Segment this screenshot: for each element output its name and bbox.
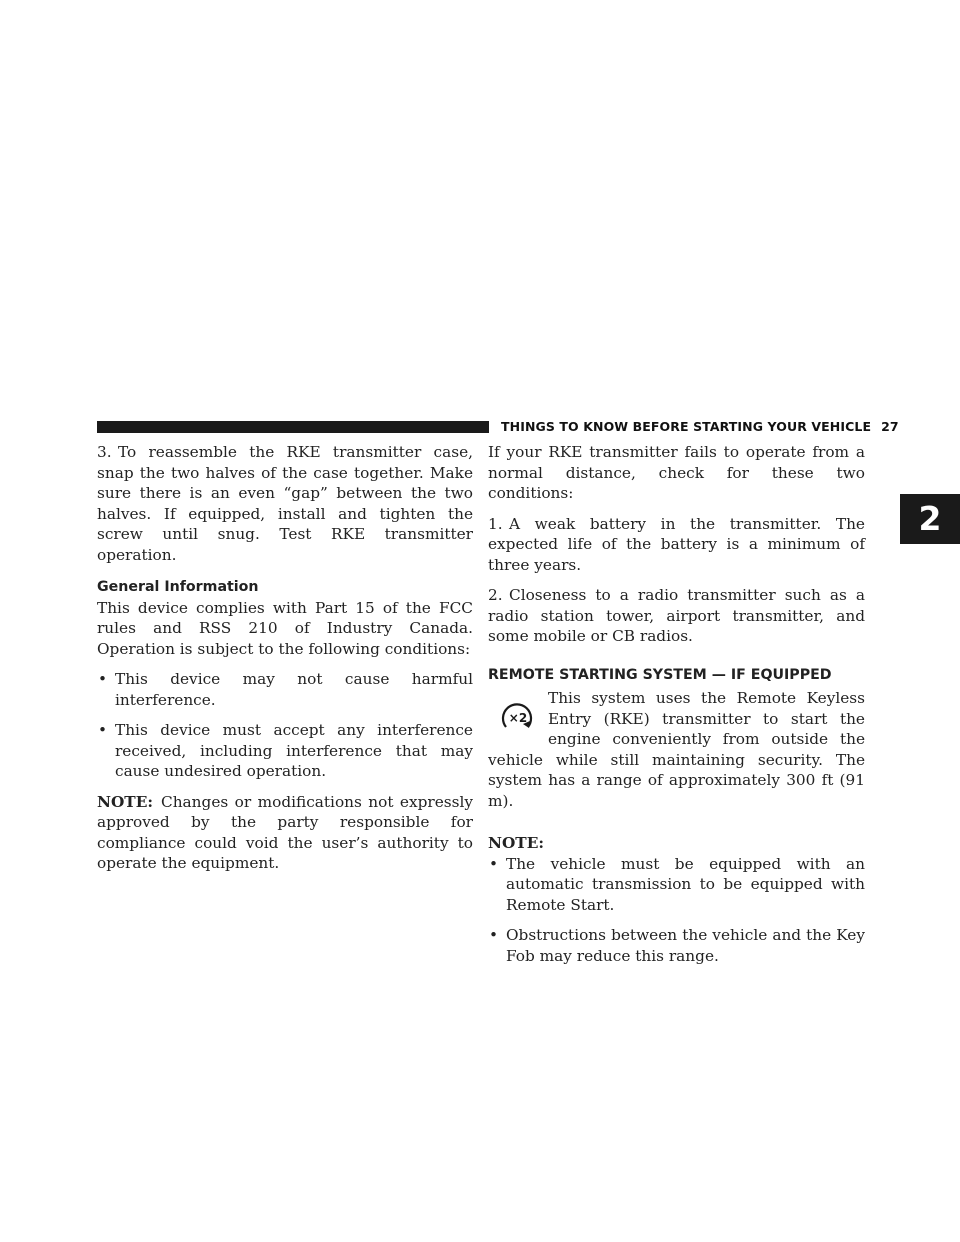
note-paragraph — [97, 792, 473, 874]
note-heading: NOTE: — [488, 834, 544, 852]
curved-arrow-icon — [498, 701, 538, 735]
condition-text: A weak battery in the transmitter. The expected life of the battery is a minimum of three years. — [488, 514, 865, 574]
header-rule — [97, 421, 489, 433]
list-item-text: Obstructions between the vehicle and the Key Fob may reduce this range. — [506, 926, 865, 965]
step-text: To reassemble the RKE transmitter case, snap the two halves of the case together. Make sure there is an even “gap” between the two halves. If equipped, install and tighten the screw until snug. Test RKE transmitter operation. — [97, 443, 473, 564]
condition-text: Closeness to a radio transmitter such as a radio station tower, airport transmitter, and some mobile or CB radios. — [488, 586, 865, 645]
note-text: Changes or modifications not expressly approved by the party responsible for compliance could void the user’s authority to operate the equipment. — [97, 792, 473, 872]
condition-2 — [488, 585, 865, 647]
troubleshoot-intro: If your RKE transmitter fails to operate from a normal distance, check for these two conditions: — [488, 443, 865, 502]
list-item-text: This device must accept any interference received, including interference that may cause undesired operation. — [115, 721, 473, 780]
step-3-paragraph — [97, 442, 473, 565]
remote-start-heading: REMOTE STARTING SYSTEM — IF EQUIPPED — [488, 666, 832, 683]
remote-start-block — [488, 688, 865, 821]
step-number: 3. — [97, 443, 112, 461]
condition-number: 1. — [488, 514, 503, 533]
general-information-heading: General Information — [97, 579, 259, 595]
bullet-glyph: • — [489, 854, 499, 873]
general-information-paragraph: This device complies with Part 15 of the FCC rules and RSS 210 of Industry Canada. Operation is subject to the following conditions: — [97, 598, 473, 658]
list-item-text: This device may not cause harmful interference. — [115, 670, 473, 709]
list-item — [488, 854, 865, 916]
bullet-glyph: • — [489, 926, 499, 944]
condition-1 — [488, 514, 865, 576]
list-item-text: The vehicle must be equipped with an automatic transmission to be equipped with Remote Start. — [506, 854, 865, 914]
condition-number: 2. — [488, 586, 503, 604]
running-header — [501, 419, 899, 434]
remote-start-icon — [488, 688, 548, 748]
left-column — [97, 442, 473, 884]
list-item — [97, 720, 473, 782]
page-number: 27 — [881, 419, 899, 434]
list-item — [97, 669, 473, 710]
icon-label: ×2 — [508, 711, 528, 725]
note-label: NOTE: — [97, 792, 153, 811]
running-header-title: THINGS TO KNOW BEFORE STARTING YOUR VEHICLE — [501, 419, 872, 434]
list-item — [488, 925, 865, 966]
bullet-glyph: • — [98, 670, 108, 688]
right-column — [488, 442, 865, 976]
remote-start-paragraph: This system uses the Remote Keyless Entry (RKE) transmitter to start the engine conveniently from outside the vehicle while still maintaining security. The system has a range of approximately 300 ft (91 m). — [488, 689, 865, 810]
bullet-glyph: • — [98, 721, 108, 739]
chapter-tab: 2 — [900, 494, 960, 544]
